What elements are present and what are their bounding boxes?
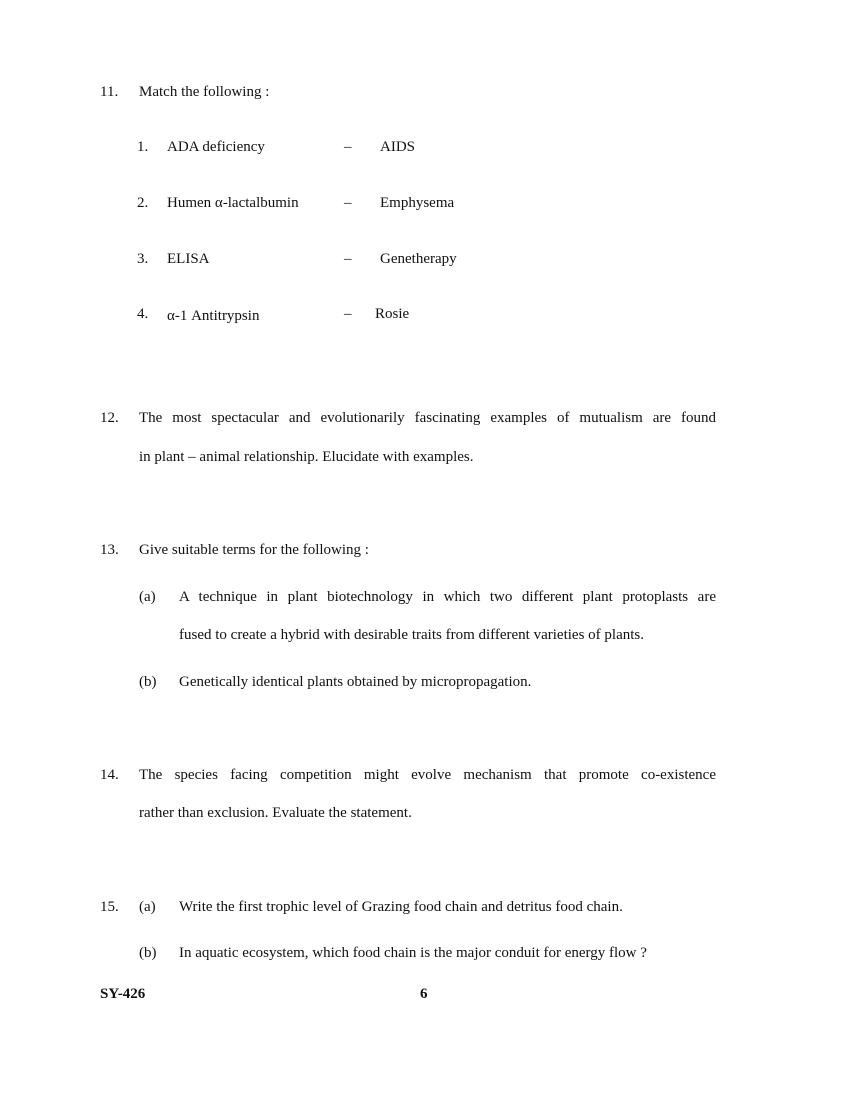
q11-text: Match the following :: [139, 84, 270, 100]
q15-a-label: (a): [139, 899, 156, 915]
q11-number: 11.: [100, 84, 119, 100]
q14-number: 14.: [100, 767, 119, 783]
q13-b-label: (b): [139, 674, 157, 690]
q15-b-label: (b): [139, 945, 157, 961]
q11-row2-left: Humen α-lactalbumin: [167, 195, 299, 211]
q11-row4-number: 4.: [137, 306, 149, 322]
q15-a-text: Write the first trophic level of Grazing food chain and detritus food chain.: [179, 899, 623, 915]
q12-line2: in plant – animal relationship. Elucidate with examples.: [139, 449, 474, 465]
q11-row3-number: 3.: [137, 251, 149, 267]
paper-code: SY-426: [100, 986, 146, 1002]
q13-b-text: Genetically identical plants obtained by micropropagation.: [179, 674, 532, 690]
q11-row4-left: α-1 Antitrypsin: [167, 308, 260, 324]
page-number: 6: [420, 986, 428, 1002]
q11-row1-dash: –: [344, 139, 352, 155]
q11-row4-right: Rosie: [375, 306, 410, 322]
q11-row2-right: Emphysema: [380, 195, 455, 211]
q13-a-label: (a): [139, 589, 156, 605]
q11-row1-left: ADA deficiency: [167, 139, 265, 155]
q15-b-text: In aquatic ecosystem, which food chain is the major conduit for energy flow ?: [179, 945, 647, 961]
q14-line1: The species facing competition might evolve mechanism that promote co-existence: [139, 767, 716, 783]
q15-number: 15.: [100, 899, 119, 915]
q13-text: Give suitable terms for the following :: [139, 542, 369, 558]
q11-row1-right: AIDS: [380, 139, 416, 155]
q11-row3-right: Genetherapy: [380, 251, 457, 267]
q13-a-line1: A technique in plant biotechnology in which two different plant protoplasts are: [179, 589, 716, 605]
q13-a-line2: fused to create a hybrid with desirable traits from different varieties of plants.: [179, 627, 644, 643]
q12-line1: The most spectacular and evolutionarily fascinating examples of mutualism are found: [139, 410, 716, 426]
q11-row3-left: ELISA: [167, 251, 210, 267]
q11-row2-number: 2.: [137, 195, 149, 211]
q13-number: 13.: [100, 542, 119, 558]
q14-line2: rather than exclusion. Evaluate the statement.: [139, 805, 412, 821]
q11-row3-dash: –: [344, 251, 352, 267]
q12-number: 12.: [100, 410, 119, 426]
q11-row1-number: 1.: [137, 139, 149, 155]
q11-row4-dash: –: [344, 306, 352, 322]
q11-row2-dash: –: [344, 195, 352, 211]
